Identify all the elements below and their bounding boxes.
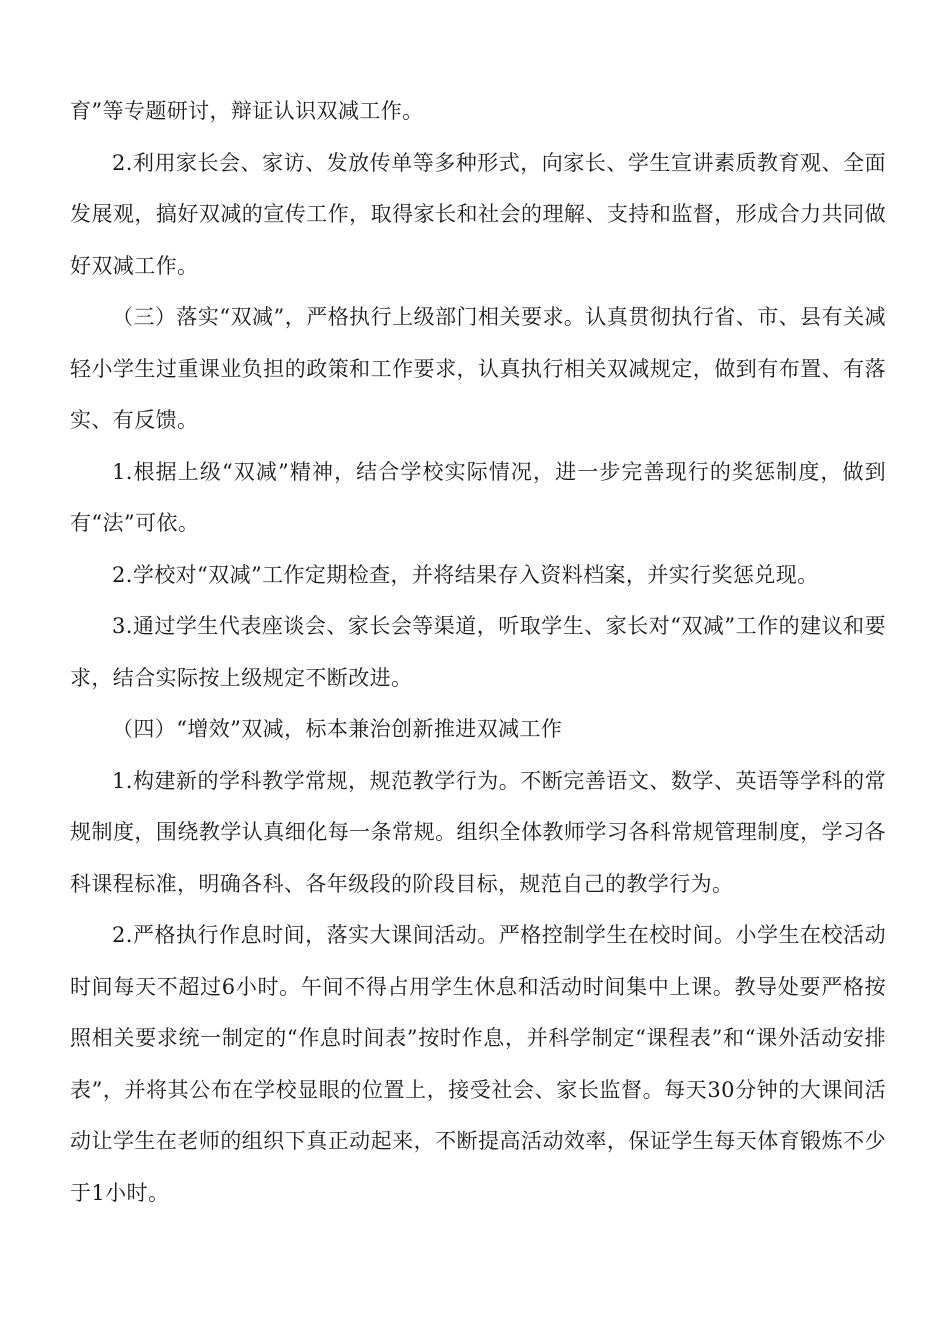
paragraph: 1.构建新的学科教学常规，规范教学行为。不断完善语文、数学、英语等学科的常规制度，围绕教学认真细化每一条常规。组织全体教师学习各科常规管理制度，学习各科课程标准，明确各科、各年级段的阶段目标，规范自己的教学行为。: [70, 768, 886, 896]
paragraph: 2.严格执行作息时间，落实大课间活动。严格控制学生在校时间。小学生在校活动时间每天不超过6小时。午间不得占用学生休息和活动时间集中上课。教导处要严格按照相关要求统一制定的“作息时间表”按时作息，并科学制定“课程表”和“课外活动安排表”，并将其公布在学校显眼的位置上，接受社会、家长监督。每天30分钟的大课间活动让学生在老师的组织下真正动起来，不断提高活动效率，保证学生每天体育锻炼不少于1小时。: [70, 923, 886, 1205]
section-heading-paragraph: （三）落实“双减”，严格执行上级部门相关要求。认真贯彻执行省、市、县有关减轻小学生过重课业负担的政策和工作要求，认真执行相关双减规定，做到有布置、有落实、有反馈。: [70, 305, 886, 432]
paragraph: 育”等专题研讨，辩证认识双减工作。: [70, 99, 424, 123]
document-body: [70, 86, 886, 1219]
paragraph: 2.学校对“双减”工作定期检查，并将结果存入资料档案，并实行奖惩兑现。: [112, 562, 819, 587]
section-heading: （四）“增效”双减，标本兼治创新推进双减工作: [112, 717, 563, 741]
paragraph: 1.根据上级“双减”精神，结合学校实际情况，进一步完善现行的奖惩制度，做到有“法”可依。: [70, 459, 886, 535]
paragraph: 3.通过学生代表座谈会、家长会等渠道，听取学生、家长对“双减”工作的建议和要求，结合实际按上级规定不断改进。: [70, 614, 886, 690]
paragraph: 2.利用家长会、家访、发放传单等多种形式，向家长、学生宣讲素质教育观、全面发展观，搞好双减的宣传工作，取得家长和社会的理解、支持和监督，形成合力共同做好双减工作。: [70, 150, 886, 278]
